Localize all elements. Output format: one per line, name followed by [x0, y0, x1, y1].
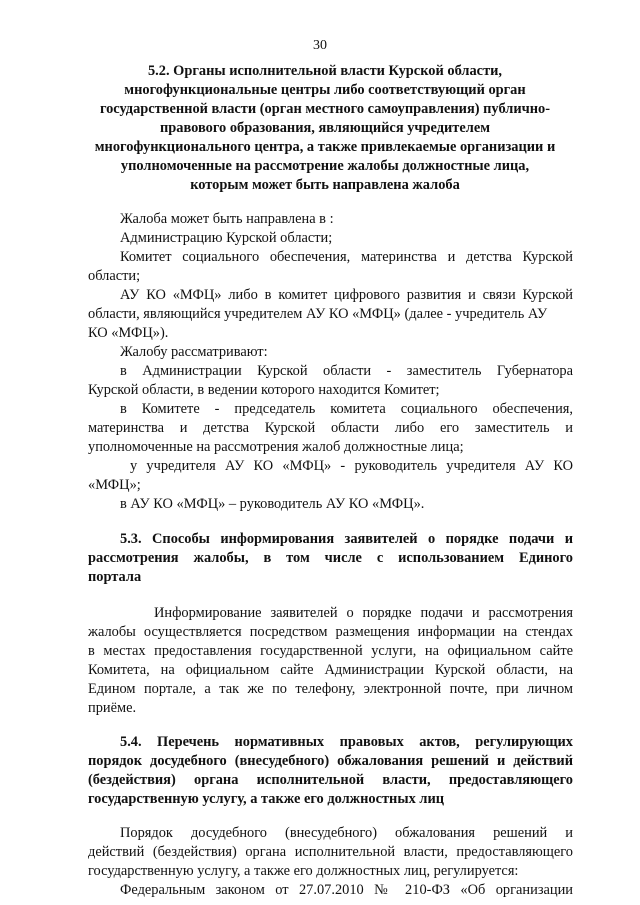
section-5-2-title-line-2: многофункциональные центры либо соответствующий орган — [124, 82, 526, 98]
section-5-3-title-line-1: 5.3. Способы информирования заявителей о порядке подачи и — [120, 531, 573, 547]
section-5-4-title-line-2: порядок досудебного (внесудебного) обжалования решений и действий — [88, 753, 573, 769]
section-5-4-title-line-3: (бездействия) органа исполнительной власти, предоставляющего — [88, 772, 573, 788]
section-5-4-title-line-4: государственную услугу, а также его должностных лиц — [88, 791, 445, 807]
section-5-2-title-line-5: многофункционального центра, а также привлекаемые организации и — [94, 139, 556, 155]
section-5-2-body-line: Администрацию Курской области; — [120, 230, 333, 246]
section-5-4-body-line: Порядок досудебного (внесудебного) обжалования решений и — [120, 825, 573, 841]
section-5-2-title-line-7: которым может быть направлена жалоба — [190, 177, 460, 193]
section-5-3-body-line: приёме. — [88, 700, 137, 716]
page-number: 30 — [313, 38, 327, 53]
section-5-2-body-line: в АУ КО «МФЦ» – руководитель АУ КО «МФЦ». — [120, 496, 425, 512]
section-5-4-body-line: Федеральным законом от 27.07.2010 № 210-ФЗ «Об организации — [120, 882, 573, 898]
section-5-2-body-line: области; — [88, 268, 141, 284]
section-5-2-body-line: Курской области, в ведении которого находится Комитет; — [88, 382, 440, 398]
section-5-2-title-line-6: уполномоченные на рассмотрение жалобы должностные лица, — [120, 158, 530, 174]
section-5-4-title-line-1: 5.4. Перечень нормативных правовых актов, регулирующих — [120, 734, 573, 750]
section-5-3-title-line-3: портала — [88, 569, 142, 585]
section-5-2-body-line: в Комитете - председатель комитета социального обеспечения, — [120, 401, 573, 417]
section-5-2-body-line: материнства и детства Курской области либо его заместитель и — [88, 420, 573, 436]
section-5-2-body-line: Комитет социального обеспечения, материнства и детства Курской — [120, 249, 573, 265]
section-5-3-body-line: жалобы осуществляется посредством размещения информации на стендах — [88, 624, 573, 640]
section-5-2-body-line: уполномоченные на рассмотрения жалоб должностные лица; — [88, 439, 464, 455]
section-5-3-title-line-2: рассмотрения жалобы, в том числе с использованием Единого — [88, 550, 573, 566]
section-5-2-body-line: Жалоба может быть направлена в : — [120, 211, 334, 227]
section-5-4-body-line: государственную услугу, а также его должностных лиц, регулируется: — [88, 863, 519, 879]
section-5-2-title-line-4: правового образования, являющийся учредителем — [159, 120, 491, 136]
section-5-3-body-line: Информирование заявителей о порядке подачи и рассмотрения — [154, 605, 573, 621]
section-5-3-body-line: Комитета, на официальном сайте Администрации Курской области, на — [88, 662, 573, 678]
section-5-3-body-line: Едином портале, а так же по телефону, электронной почте, при личном — [88, 681, 573, 697]
section-5-2-body-line: КО «МФЦ»). — [88, 325, 169, 341]
section-5-4-body-line: действий (бездействия) органа исполнительной власти, предоставляющего — [88, 844, 573, 860]
section-5-2-title-line-3: государственной власти (орган местного самоуправления) публично- — [99, 101, 551, 117]
section-5-2-body-line: у учредителя АУ КО «МФЦ» - руководитель учредителя АУ КО — [130, 458, 573, 474]
section-5-2-body-line: области, являющийся учредителем АУ КО «МФЦ» (далее - учредитель АУ — [88, 306, 548, 322]
section-5-2-body-line: АУ КО «МФЦ» либо в комитет цифрового развития и связи Курской — [120, 287, 573, 303]
section-5-2-title-line-1: 5.2. Органы исполнительной власти Курской области, — [147, 63, 503, 79]
section-5-2-body-line: в Администрации Курской области - заместитель Губернатора — [120, 363, 573, 379]
section-5-2-body-line: Жалобу рассматривают: — [120, 344, 268, 360]
section-5-2-body-line: «МФЦ»; — [88, 477, 141, 493]
section-5-3-body-line: в местах предоставления государственной услуги, на официальном сайте — [88, 643, 573, 659]
